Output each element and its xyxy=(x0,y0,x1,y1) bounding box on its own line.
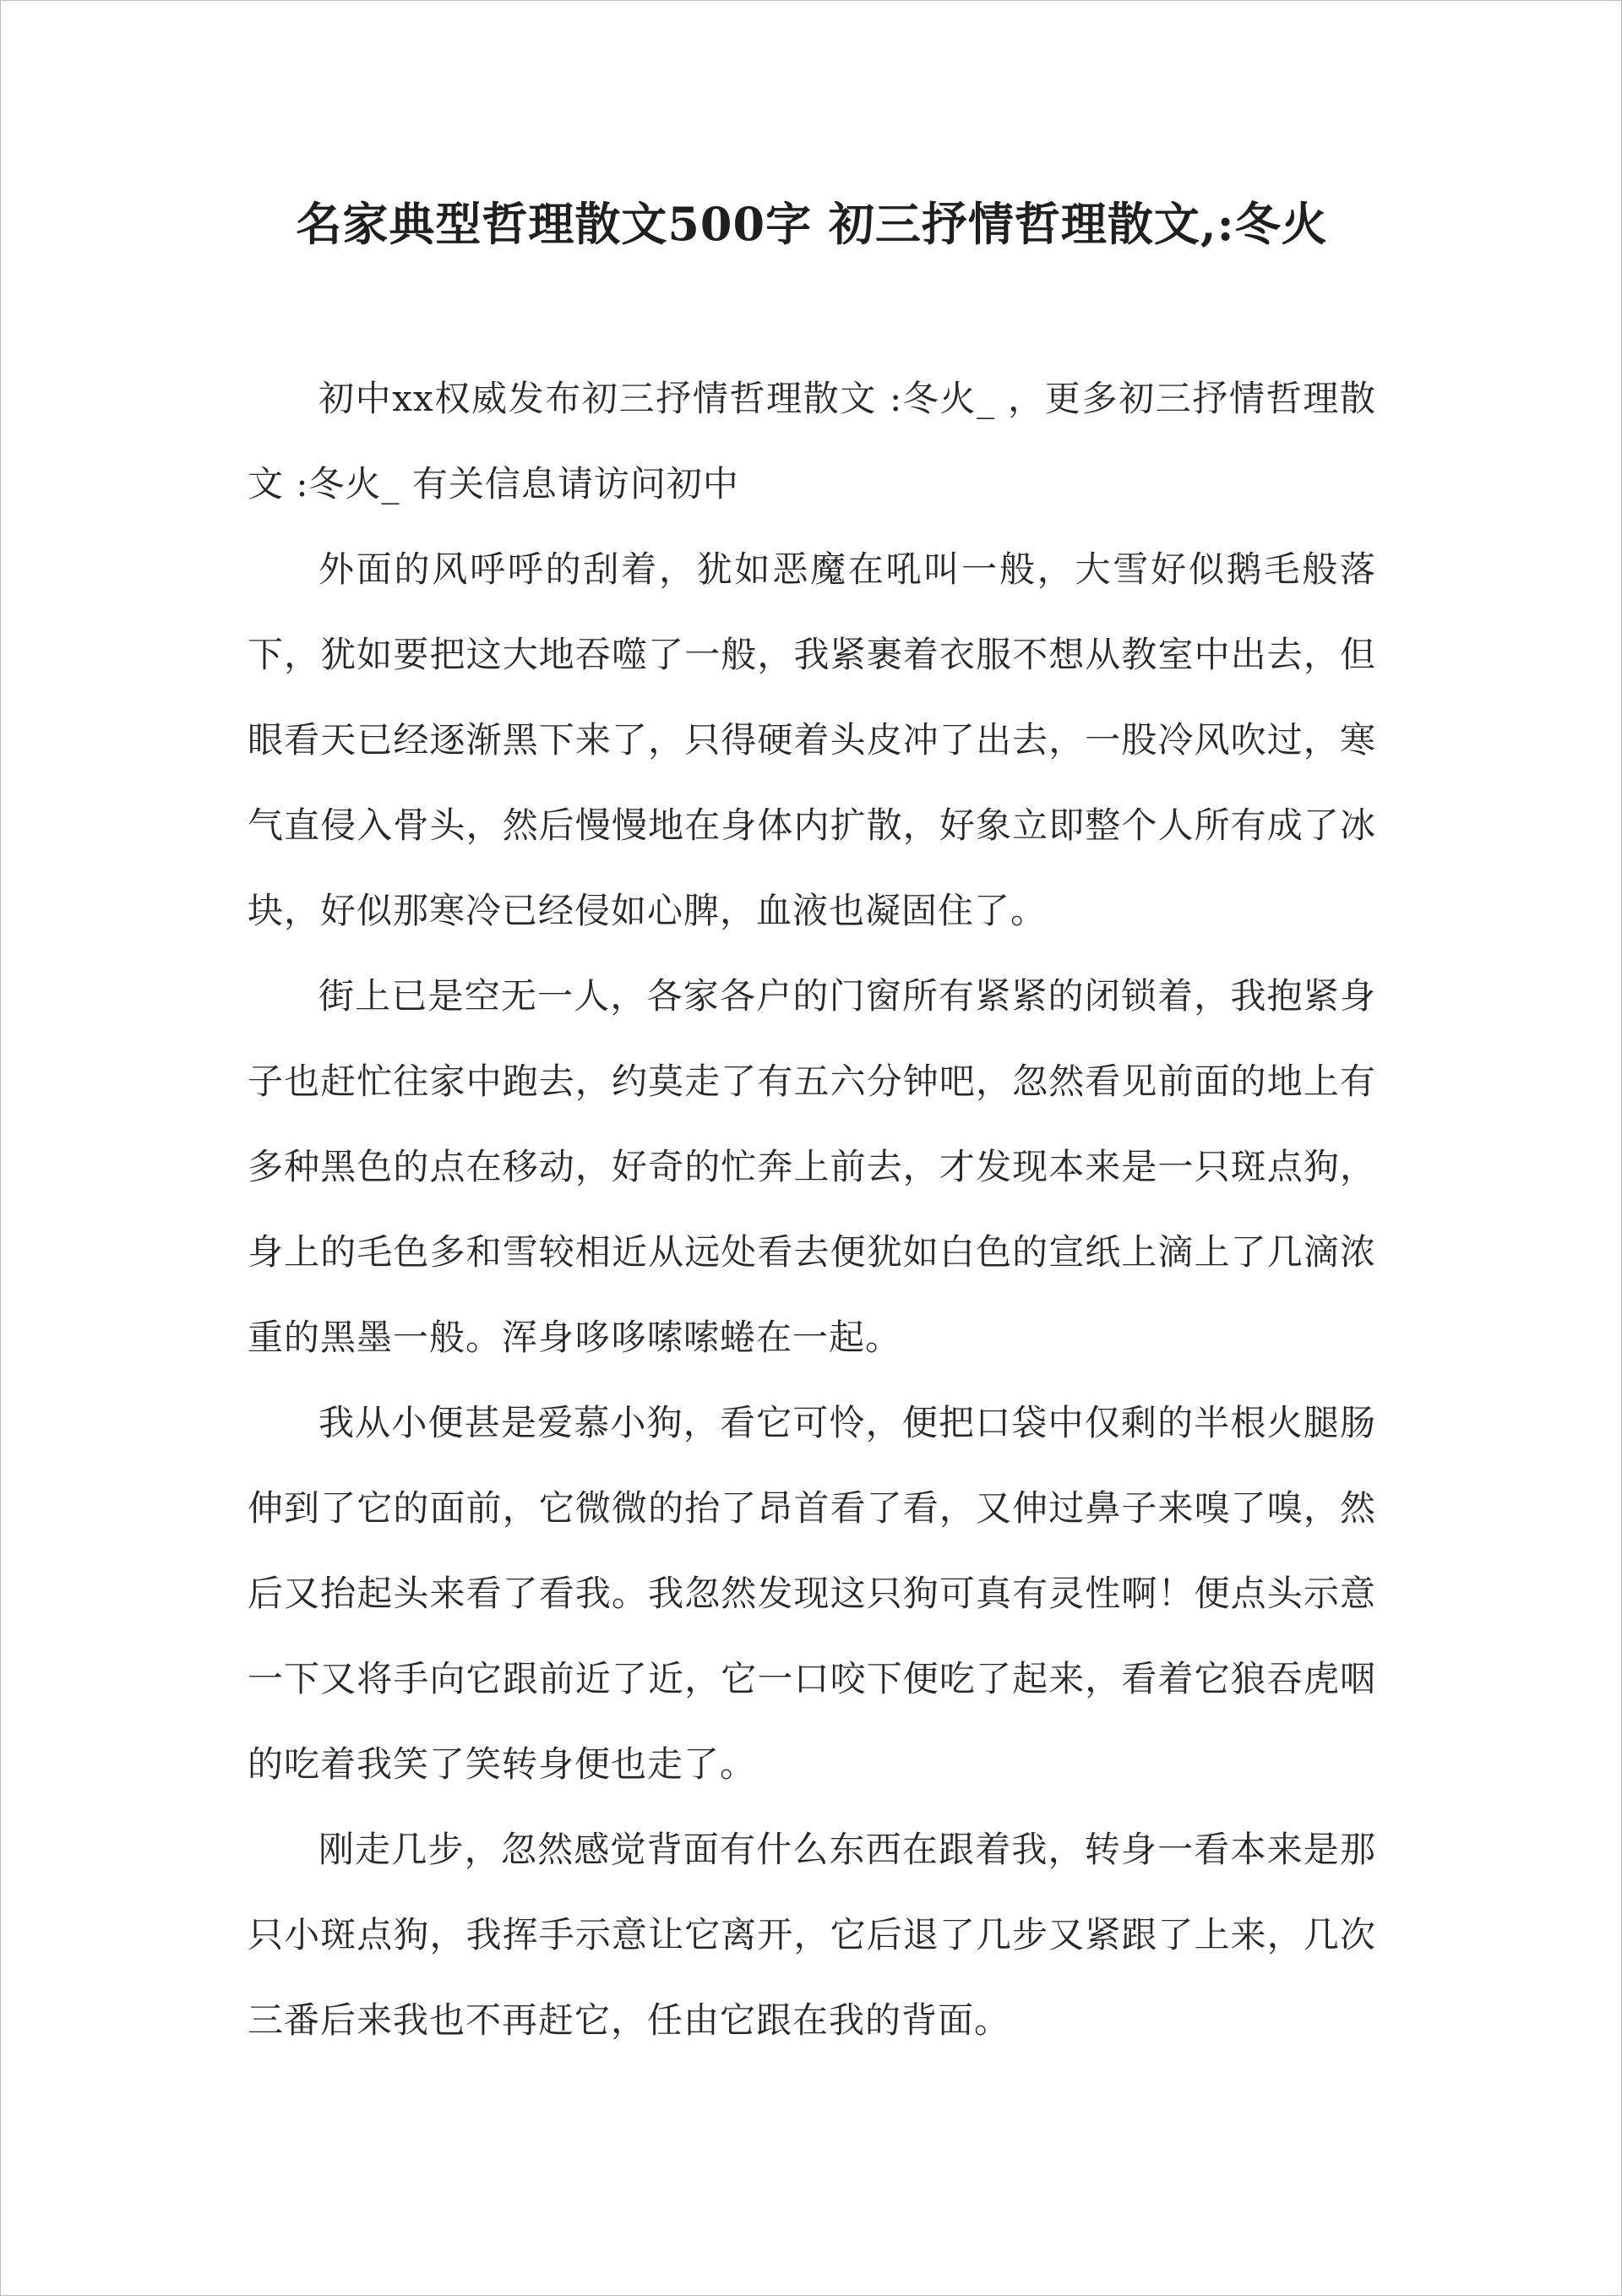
document-content xyxy=(248,187,1376,2063)
paragraph-follow: 刚走几步，忽然感觉背面有什么东西在跟着我，转身一看本来是那只小斑点狗，我挥手示意让它离开，它后退了几步又紧跟了上来，几次三番后来我也不再赶它，任由它跟在我的背面。 xyxy=(248,1829,1376,2041)
paragraph-street: 街上已是空无一人，各家各户的门窗所有紧紧的闭锁着，我抱紧身子也赶忙往家中跑去，约莫走了有五六分钟吧，忽然看见前面的地上有多种黑色的点在移动，好奇的忙奔上前去，才发现本来是一只斑点狗，身上的毛色多和雪较相近从远处看去便犹如白色的宣纸上滴上了几滴浓重的黑墨一般。浑身哆哆嗦嗦蜷在一起。 xyxy=(248,975,1376,1358)
paragraph-intro: 初中xx权威发布初三抒情哲理散文 :冬火_ ，更多初三抒情哲理散文 :冬火_ 有关信息请访问初中 xyxy=(248,378,1376,504)
document-body xyxy=(248,356,1376,2063)
document-title: 名家典型哲理散文500字 初三抒情哲理散文,:冬火 xyxy=(296,197,1328,251)
paragraph-dog: 我从小便甚是爱慕小狗，看它可怜，便把口袋中仅剩的半根火腿肠伸到了它的面前，它微微的抬了昂首看了看，又伸过鼻子来嗅了嗅，然后又抬起头来看了看我。我忽然发现这只狗可真有灵性啊！便点头示意一下又将手向它跟前近了近，它一口咬下便吃了起来，看着它狼吞虎咽的吃着我笑了笑转身便也走了。 xyxy=(248,1402,1376,1785)
paragraph-wind: 外面的风呼呼的刮着，犹如恶魔在吼叫一般，大雪好似鹅毛般落下，犹如要把这大地吞噬了一般，我紧裹着衣服不想从教室中出去，但眼看天已经逐渐黑下来了，只得硬着头皮冲了出去，一股冷风吹过，寒气直侵入骨头，然后慢慢地在身体内扩散，好象立即整个人所有成了冰块，好似那寒冷已经侵如心脾，血液也凝固住了。 xyxy=(248,548,1376,931)
